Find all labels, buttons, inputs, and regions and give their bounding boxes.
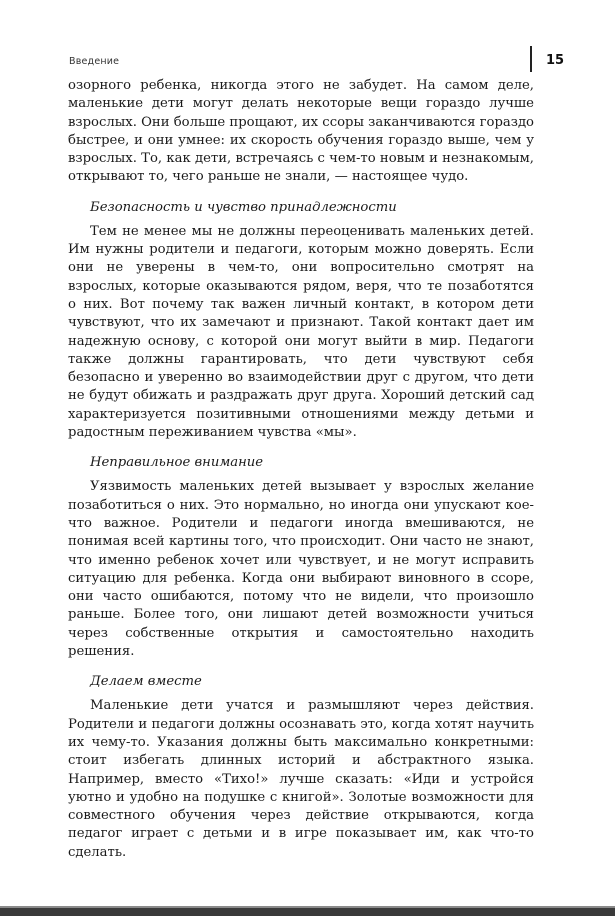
page-edge-bar [0,908,615,916]
running-head: Введение [69,56,120,67]
header-divider [530,46,532,72]
section-heading-safety: Безопасность и чувство принадлежности [90,199,397,215]
main-text [68,77,534,862]
section-heading-wrong-attention: Неправильное внимание [90,455,264,471]
intro-paragraph: озорного ребенка, никогда этого не забудет. На самом деле, маленькие дети могут делать некоторые вещи гораздо лучше взрослых. Они больше прощают, их ссоры заканчиваются гораздо быстрее, и они умнее: их скорость обучения гораздо выше, чем у взрослых. То, как дети, встречаясь с чем-то новым и незнакомым, открывают то, чего раньше не знали, — настоящее чудо. [68,78,534,185]
section-paragraph-safety: Тем не менее мы не должны переоценивать маленьких детей. Им нужны родители и педагоги, которым можно доверять. Если они не уверены в чем-то, они вопросительно смотрят на взрослых, которые оказываются рядом, веря, что те позаботятся о них. Вот почему так важен личный контакт, в котором дети чувствуют, что их замечают и признают. Такой контакт дает им надежную основу, с которой они могут выйти в мир. Педагоги также должны гарантировать, что дети чувствуют себя безопасно и уверенно во взаимодействии друг с другом, что дети не будут обижать и раздражать друг друга. Хороший детский сад характеризуется позитивными отношениями между детьми и радостным переживанием чувства «мы». [68,223,534,441]
section-paragraph-doing-together: Маленькие дети учатся и размышляют через действия. Родители и педагоги должны осознавать это, когда хотят научить их чему-то. Указания должны быть максимально конкретными: стоит избегать длинных историй и абстрактного языка. Например, вместо «Тихо!» лучше сказать: «Иди и устройся уютно и удобно на подушке с книгой». Золотые возможности для совместного обучения через действие открываются, когда педагог играет с детьми и в игре показывает им, как что-то сделать. [68,698,534,860]
section-heading-doing-together: Делаем вместе [90,674,202,690]
page-number: 15 [546,53,565,68]
section-paragraph-wrong-attention: Уязвимость маленьких детей вызывает у взрослых желание позаботиться о них. Это нормально, но иногда они упускают кое-что важное. Родители и педагоги иногда вмешиваются, не понимая всей картины того, что происходит. Они часто не знают, что именно ребенок хочет или чувствует, и не могут исправить ситуацию для ребенка. Когда они выбирают виновного в ссоре, они часто ошибаются, потому что не видели, что произошло раньше. Более того, они лишают детей возможности учиться через собственные открытия и самостоятельно находить решения. [68,479,534,660]
